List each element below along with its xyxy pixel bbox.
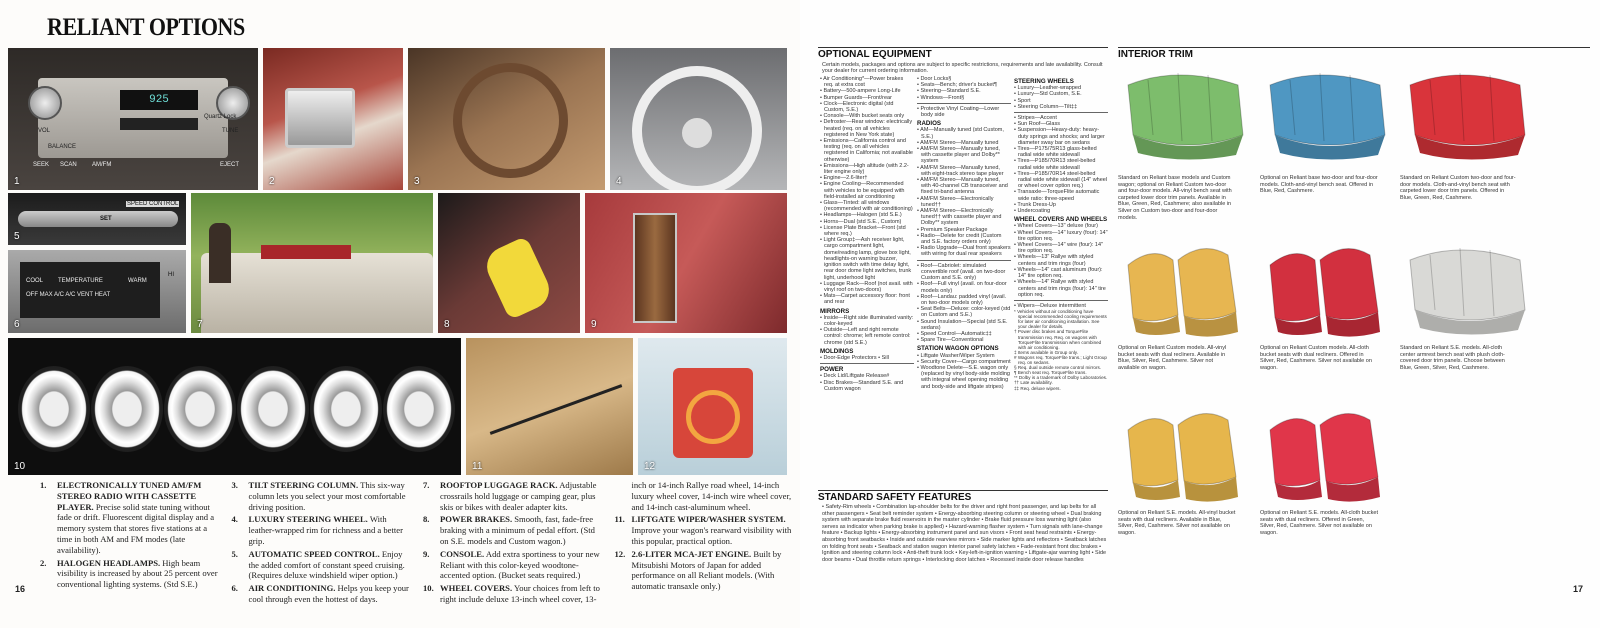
safety-heading: STANDARD SAFETY FEATURES bbox=[818, 490, 1108, 503]
equipment-item: • Stripes—Accent bbox=[1014, 115, 1057, 122]
photo-number: 6 bbox=[14, 319, 20, 330]
equipment-item: • Roof—Cabriolet: simulated convertible roof (avail. on two-door Custom and S.E. only) bbox=[917, 262, 1006, 282]
bench-seat-image bbox=[1260, 65, 1390, 165]
equipment-item: • Sound Insulation—Special (std S.E. sedans) bbox=[917, 318, 1008, 331]
photo-text: EJECT bbox=[220, 162, 240, 168]
equipment-item: • AM/FM Stereo—Manually tuned, with cassette player and Dolby** system bbox=[917, 146, 1000, 165]
divider bbox=[1014, 300, 1108, 301]
equipment-subheading: STATION WAGON OPTIONS bbox=[917, 345, 999, 353]
equipment-item: • Wheel Covers—13" deluxe (four) bbox=[1014, 223, 1098, 230]
caption-title: ELECTRONICALLY TUNED AM/FM STEREO RADIO WITH CASSETTE PLAYER. bbox=[57, 480, 202, 512]
equipment-item: • Mats—Carpet accessory floor: front and rear bbox=[820, 293, 910, 306]
equipment-item: • Suspension—Heavy-duty: heavy-duty springs and shocks; and larger diameter sway bar on sedans bbox=[1014, 127, 1105, 146]
caption-body: With leather-wrapped rim for richness and a better grip. bbox=[248, 514, 403, 546]
caption-body: High beam visibility is increased by about 25 percent over conventional lighting systems. (Std S.E.) bbox=[57, 557, 218, 590]
caption-number: 1. bbox=[40, 480, 47, 490]
trim-caption: Optional on Reliant S.E. models. All-cloth bucket seats with dual recliners. Offered in Green, Silver, Red, Cashmere. Silver not available on wagon. bbox=[1260, 510, 1379, 536]
equipment-subheading: POWER bbox=[820, 366, 844, 374]
photo-text: WARM bbox=[128, 278, 147, 284]
equipment-item: • Woodtone Delete—S.E. wagon only (replaced by vinyl body-side molding with integral wheel opening molding and body-side and liftgate stripes) bbox=[917, 364, 1010, 390]
caption-body: Add extra sportiness to your new Reliant with this color-keyed woodtone-accented option. (Bucket seats required.) bbox=[440, 548, 600, 581]
equipment-item: • Radio—Delete for credit (Custom and S.E. factory orders only) bbox=[917, 232, 1002, 246]
equipment-item: • Windows—Front§ bbox=[917, 94, 965, 101]
caption-title: TILT STEERING COLUMN. bbox=[248, 480, 359, 490]
equipment-item: • Roof—Full vinyl (avail. on four-door models only) bbox=[917, 281, 1007, 294]
equipment-item: • Clock—Electronic digital (std Custom, S.E.) bbox=[820, 100, 894, 114]
equipment-item: • Security Cover—Cargo compartment bbox=[917, 358, 1011, 365]
photo-text: COOL bbox=[26, 278, 44, 284]
footnote: ‡ Items available in Group only. bbox=[1014, 349, 1079, 355]
equipment-item: • Tires—P185/70R13 steel-belted radial wide white sidewall bbox=[1014, 158, 1096, 171]
footnote: ‡‡ Req. deluxe wipers. bbox=[1014, 385, 1061, 391]
equipment-item: • Light Group‡—Ash receiver light, cargo compartment light, dome/reading lamp, glove box light, headlights-on warning buzzer, ignition switch with time delay light, rear door dome light switches, trunk light, underhood light bbox=[820, 237, 912, 281]
equipment-item: • Roof—Landau: padded vinyl (avail. on two-door models only) bbox=[917, 293, 1007, 306]
safety-features-text: • Safety-Rim wheels • Combination lap-shoulder belts for the driver and right front passenger, and lap belts for all other passengers • Seat belt reminder system • Energy-absorbing steering column or steering wheel • Dual braking system with separate brake fluid reservoirs in the master cylinder • Brake fluid pressure loss warning light (also serves as indicator when parking brake is applied) • Hazard-warning flasher system • Turn signals with lane-change feature • Backup lights • Energy-absorbing instrument panel and sun visors • Front seat head restraints • Energy-absorbing front seatbacks • Inside and outside rearview mirrors • Side marker lights and reflectors • Seatback latches on folding front seats • Seatback and station wagon interior panel safety latches • Fade-resistant front disc brakes • Ignition and steering column lock • Anti-theft trunk lock • Key-left-in-ignition warning • Liftgate-ajar warning light • Side door beams • Dual throttle return springs • Interlocking door latches • Recessed inside door release handles bbox=[822, 504, 1107, 563]
caption-item bbox=[615, 549, 797, 592]
photo-luxury-steering-wheel bbox=[610, 48, 787, 190]
equipment-item: • Luxury—Std Custom, S.E. bbox=[1014, 91, 1082, 98]
photo-number: 8 bbox=[444, 319, 450, 330]
equipment-item: • Wheel Covers—14" wire (four): 14" tire option req. bbox=[1014, 242, 1103, 255]
equipment-item: • Seat Belts—Deluxe: color-keyed (std on Custom and S.E.) bbox=[917, 306, 1011, 319]
photo-number: 4 bbox=[616, 176, 622, 187]
footnote: † Power disc brakes and TorqueFlite transmission req. Req. on wagons with TorqueFlite transmission when combined with air conditioning. bbox=[1014, 329, 1102, 350]
equipment-item: • Wheels—14" cast aluminum (four): 14" tire option req. bbox=[1014, 266, 1103, 280]
photo-liftgate-wiper bbox=[466, 338, 633, 475]
equipment-column bbox=[1014, 76, 1108, 391]
trim-caption: Standard on Reliant S.E. models. All-cloth center armrest bench seat with plush cloth-covered door trim panels. Choose between Blue, Green, Silver, Red, Cashmere. bbox=[1400, 345, 1505, 371]
equipment-column bbox=[820, 76, 914, 392]
equipment-item: • Steering Column—Tilt‡‡ bbox=[1014, 103, 1078, 110]
caption-number: 10. bbox=[423, 583, 434, 594]
caption-title: 2.6-LITER MCA-JET ENGINE. bbox=[631, 548, 752, 559]
equipment-item: • Steering—Standard S.E. bbox=[917, 88, 981, 95]
trim-caption: Optional on Reliant S.E. models. All-vinyl bucket seats with dual recliners. Available in Blue, Silver, Red, Cashmere. Silver not available on wagon. bbox=[1118, 510, 1236, 536]
equipment-item: • Defroster—Rear window: electrically heated (req. on all vehicles registered in New York state) bbox=[820, 119, 913, 138]
equipment-item: • Emissions—High altitude (with 2.2-liter engine only) bbox=[820, 162, 909, 176]
equipment-item: • Outside—Left and right remote control: chrome; left remote control: chrome (std S.E.) bbox=[820, 327, 911, 346]
caption-body: Adjustable crossrails hold luggage or camping gear, plus skis or bikes with dealer adapter kits. bbox=[440, 480, 597, 512]
page-number: 17 bbox=[1573, 584, 1584, 594]
caption-title: CONSOLE. bbox=[440, 548, 485, 559]
equipment-item: • Undercoating bbox=[1014, 208, 1051, 215]
photo-luggage-rack bbox=[191, 193, 433, 333]
caption-body: Precise solid state tuning without fade or drift. Fluorescent digital display and a memory system that stores five stations at a time in both AM and FM modes (late availability). bbox=[57, 501, 215, 555]
footnote: § Req. dual outside remote control mirrors. bbox=[1014, 365, 1102, 371]
equipment-subheading: STEERING WHEELS bbox=[1014, 78, 1074, 85]
equipment-item: • Battery—500-ampere Long-Life bbox=[820, 88, 901, 95]
photo-console bbox=[585, 193, 787, 333]
caption-item bbox=[423, 514, 605, 546]
photo-headlamp bbox=[263, 48, 403, 190]
optional-equipment-heading: OPTIONAL EQUIPMENT bbox=[818, 47, 1108, 60]
equipment-item: • Liftgate Washer/Wiper System bbox=[917, 352, 995, 359]
equipment-item: • Door-Edge Protectors • Sill bbox=[820, 354, 889, 361]
equipment-subheading: RADIOS bbox=[917, 120, 942, 128]
equipment-item: • Console—With bucket seats only bbox=[820, 113, 905, 120]
photo-text: BALANCE bbox=[48, 144, 77, 150]
photo-tilt-steering bbox=[408, 48, 605, 190]
wheel-cover bbox=[164, 366, 236, 452]
photo-number: 7 bbox=[197, 319, 203, 330]
caption-body: Your choices from left to right include deluxe 13-inch wheel cover, 13-inch or 14-inch Rallye road wheel, 14-inch luxury wheel cover, 14-inch wire wheel cover, and 14-inch cast-aluminum wheel. bbox=[440, 480, 792, 604]
bench-seat-image bbox=[1118, 65, 1248, 165]
optional-equipment-intro: Certain models, packages and options are subject to specific restrictions, requirements and late availability. Consult your dealer for current ordering information. bbox=[822, 62, 1103, 75]
volume-knob bbox=[28, 86, 62, 120]
equipment-item: • Spare Tire—Conventional bbox=[917, 337, 984, 344]
wheel-cover bbox=[383, 366, 455, 452]
divider bbox=[1014, 112, 1108, 113]
photo-text: AM/FM bbox=[92, 162, 112, 168]
photo-text: HI bbox=[168, 272, 174, 278]
caption-body: Improve your wagon's rearward visibility with this popular, practical option. bbox=[631, 525, 792, 546]
caption-number: 2. bbox=[40, 557, 47, 568]
footnote: ** Dolby is a trademark of Dolby Laboratories. bbox=[1014, 375, 1108, 381]
equipment-item: • Wheels—14" Rallye with styled centers and trim rings (four): 14" tire option req. bbox=[1014, 279, 1106, 298]
equipment-item: • Luxury—Leather-wrapped bbox=[1014, 85, 1082, 92]
equipment-item: • Air Conditioning*—Power brakes req. at extra cost bbox=[820, 76, 904, 89]
photo-number: 3 bbox=[414, 176, 420, 187]
caption-item bbox=[232, 480, 414, 512]
equipment-item: • Inside—Right side illuminated vanity: color-keyed bbox=[820, 314, 914, 327]
equipment-item: • Glass—Tinted: all windows (recommended with air conditioning) bbox=[820, 200, 913, 213]
bucket-seats-image bbox=[1118, 405, 1248, 505]
bench-seat-image bbox=[1400, 65, 1530, 165]
bucket-seats-image bbox=[1260, 405, 1390, 505]
photo-radio bbox=[8, 48, 258, 190]
trim-caption: Standard on Reliant Custom two-door and four-door models. Cloth-and-vinyl bench seat with carpeted lower door trim panels. Offered in Blue, Green, Red, Cashmere. bbox=[1400, 175, 1516, 201]
wheel-cover bbox=[237, 366, 309, 452]
footnote: †† Late availability. bbox=[1014, 380, 1053, 386]
caption-number: 8. bbox=[423, 514, 430, 525]
caption-item bbox=[423, 549, 605, 581]
equipment-item: • Wheels—13" Rallye with styled centers and trim rings (four) bbox=[1014, 254, 1094, 267]
footnote: # Wagons req. TorqueFlite trans.; Light Group req. on sedans. bbox=[1014, 354, 1107, 366]
equipment-item: • AM—Manually tuned (std Custom, S.E.) bbox=[917, 127, 1004, 140]
equipment-item: • AM/FM Stereo—Manually tuned bbox=[917, 139, 999, 146]
equipment-item: • Speed Control—Automatic‡‡ bbox=[917, 330, 992, 337]
photo-text: TEMPERATURE bbox=[58, 278, 103, 284]
page-number: 16 bbox=[15, 584, 26, 594]
photo-wheel-covers bbox=[8, 338, 461, 475]
caption-number: 3. bbox=[231, 480, 238, 490]
photo-number: 11 bbox=[472, 461, 483, 472]
caption-number: 7. bbox=[423, 480, 430, 490]
equipment-item: • Bumper Guards—Front/rear bbox=[820, 94, 892, 101]
photo-engine bbox=[638, 338, 787, 475]
photo-text: OFF MAX A/C A/C VENT HEAT bbox=[26, 292, 111, 298]
photo-speed-control bbox=[8, 193, 186, 245]
divider bbox=[820, 363, 914, 364]
optional-equipment-list bbox=[820, 76, 1108, 486]
caption-title: WHEEL COVERS. bbox=[440, 583, 513, 594]
caption-body: Smooth, fast, fade-free braking with a minimum of pedal effort. (Std on S.E. models and Custom wagon.) bbox=[440, 514, 595, 546]
equipment-item: • Engine—2.6-liter† bbox=[820, 175, 868, 182]
interior-trim-heading: INTERIOR TRIM bbox=[1118, 47, 1590, 60]
equipment-column bbox=[917, 76, 1011, 390]
bucket-seats-image bbox=[1260, 240, 1390, 340]
radio-display: 925 bbox=[120, 90, 198, 110]
equipment-item: • Engine Cooling—Recommended with vehicles to be equipped with field-installed air conditioning bbox=[820, 181, 905, 200]
caption-number: 11. bbox=[614, 514, 625, 525]
photo-text: SPEED CONTROL bbox=[127, 201, 179, 207]
trim-caption: Optional on Reliant Custom models. All-vinyl bucket seats with dual recliners. Available in Blue, Silver, Red, Cashmere. Silver not available on wagon. bbox=[1118, 345, 1227, 371]
footnote: * Vehicles without air conditioning have special recommended cooling requirements for later air conditioning installation. See your dealer for details. bbox=[1014, 309, 1107, 330]
equipment-item: • AM/FM Stereo—Manually tuned, with eight-track stereo tape player bbox=[917, 164, 1004, 177]
equipment-subheading: WHEEL COVERS AND WHEELS bbox=[1014, 216, 1108, 224]
caption-body: Built by Mitsubishi Motors of Japan for added performance on all Reliant models. (With automatic transaxle only.) bbox=[631, 548, 782, 592]
photo-number: 12 bbox=[644, 461, 656, 472]
equipment-item: • Wipers—Deluxe intermittent bbox=[1014, 302, 1086, 309]
wheel-cover bbox=[310, 366, 382, 452]
photo-text: SET bbox=[100, 216, 112, 222]
caption-item bbox=[232, 514, 414, 546]
equipment-item: • AM/FM Stereo—Manually tuned, with 40-channel CB transceiver and fixed tri-band antenna bbox=[917, 177, 1008, 196]
divider bbox=[917, 260, 1011, 261]
equipment-item: • AM/FM Stereo—Electronically tuned†† bbox=[917, 195, 994, 208]
equipment-item: • Transaxle—TorqueFlite automatic wide ratio: three-speed bbox=[1014, 189, 1100, 202]
photo-text: VOL bbox=[38, 128, 51, 134]
equipment-item: • Headlamps—Halogen (std S.E.) bbox=[820, 212, 902, 219]
equipment-item: • Tires—P175/75R13 glass-belted radial wide white sidewall bbox=[1014, 146, 1097, 159]
equipment-item: • Emissions—California control and testing (req. on all vehicles registered in California; not available otherwise) bbox=[820, 138, 913, 163]
trim-caption: Optional on Reliant base two-door and four-door models. Cloth-and-vinyl bench seat. Offered in Blue, Red, Cashmere. bbox=[1260, 175, 1378, 195]
equipment-item: • Luggage Rack—Roof (not avail. with vinyl roof on two-doors) bbox=[820, 280, 913, 293]
equipment-item: • Radio Upgrade—Dual front speakers with wiring for dual rear speakers bbox=[917, 245, 1011, 258]
photo-number: 9 bbox=[591, 319, 597, 330]
caption-item bbox=[615, 514, 797, 546]
bench-seat-image bbox=[1400, 240, 1530, 340]
photo-power-brakes bbox=[438, 193, 580, 333]
page-title: RELIANT OPTIONS bbox=[47, 14, 245, 41]
trim-caption: Standard on Reliant base models and Custom wagon; optional on Reliant Custom two-door and four-door models. All-vinyl bench seat with carpeted lower door trim panels. Available in Blue, Green, Red, Cashmere; also available in Silver on Custom two-door and four-door models. bbox=[1118, 175, 1232, 221]
caption-title: AIR CONDITIONING. bbox=[248, 583, 336, 594]
photo-number: 1 bbox=[14, 176, 20, 187]
equipment-subheading: MOLDINGS bbox=[820, 347, 854, 355]
photo-text: SEEK bbox=[33, 162, 50, 168]
caption-body: This six-way column lets you select your most comfortable driving position. bbox=[248, 480, 406, 512]
equipment-item: • Door Locks§ bbox=[917, 76, 952, 82]
photo-number: 2 bbox=[269, 176, 275, 187]
caption-item bbox=[40, 558, 222, 590]
equipment-item: • Sport bbox=[1014, 97, 1031, 104]
photo-text: TUNE bbox=[222, 128, 239, 134]
caption-item bbox=[40, 480, 222, 556]
caption-body: Enjoy the added comfort of constant speed cruising. (Requires deluxe windshield wiper option.) bbox=[248, 548, 405, 581]
photo-number: 10 bbox=[14, 461, 26, 472]
equipment-item: • Trunk Dress-Up bbox=[1014, 201, 1056, 208]
wheel-cover bbox=[91, 366, 163, 452]
caption-number: 9. bbox=[423, 548, 430, 559]
caption-number: 4. bbox=[231, 514, 238, 525]
caption-number: 12. bbox=[614, 548, 626, 559]
bucket-seats-image bbox=[1118, 240, 1248, 340]
photo-text: Quartz Lock bbox=[204, 114, 237, 120]
caption-number: 5. bbox=[231, 548, 238, 559]
equipment-subheading: MIRRORS bbox=[820, 307, 850, 315]
caption-body: Helps you keep your cool through even the hottest of days. bbox=[248, 583, 409, 604]
equipment-item: • AM/FM Stereo—Electronically tuned†† with cassette player and Dolby** system bbox=[917, 208, 1002, 227]
photo-air-conditioning bbox=[8, 250, 186, 333]
equipment-item: • Sun Roof—Glass bbox=[1014, 121, 1060, 128]
equipment-item: • Premium Speaker Package bbox=[917, 226, 988, 233]
divider bbox=[917, 103, 1011, 104]
equipment-item: • License Plate Bracket—Front (std where req.) bbox=[820, 224, 906, 238]
equipment-item: • Deck Lid/Liftgate Release# bbox=[820, 373, 890, 380]
caption-title: LIFTGATE WIPER/WASHER SYSTEM. bbox=[631, 514, 786, 525]
caption-title: ROOFTOP LUGGAGE RACK. bbox=[440, 480, 558, 490]
equipment-item: • Tires—P185/70R14 steel-belted radial wide white sidewall (14" wheel or wheel cover option req.) bbox=[1014, 170, 1108, 190]
caption-title: AUTOMATIC SPEED CONTROL. bbox=[248, 548, 380, 559]
trim-caption: Optional on Reliant Custom models. All-cloth bucket seats with dual recliners. Offered in Silver, Red, Cashmere. Silver not available on wagon. bbox=[1260, 345, 1372, 371]
equipment-item: • Seats—Bench; driver's bucket¶ bbox=[917, 82, 997, 89]
equipment-item: • Wheel Covers—14" luxury (four): 14" tire option req. bbox=[1014, 229, 1108, 242]
photo-number: 5 bbox=[14, 231, 20, 242]
photo-text: SCAN bbox=[60, 162, 77, 168]
caption-item bbox=[423, 480, 605, 512]
caption-title: POWER BRAKES. bbox=[440, 514, 513, 525]
equipment-item: • Horns—Dual (std S.E., Custom) bbox=[820, 218, 902, 225]
caption-item bbox=[232, 583, 414, 605]
caption-number: 6. bbox=[231, 583, 238, 594]
caption-title: HALOGEN HEADLAMPS. bbox=[57, 557, 161, 568]
equipment-item: • Protective Vinyl Coating—Lower body side bbox=[917, 105, 1000, 119]
wheel-cover bbox=[18, 366, 90, 452]
footnote: ¶ Bench seat req. TorqueFlite trans. bbox=[1014, 370, 1087, 376]
equipment-item: • Disc Brakes—Standard S.E. and Custom wagon bbox=[820, 379, 904, 392]
option-captions bbox=[40, 480, 796, 624]
caption-title: LUXURY STEERING WHEEL. bbox=[248, 514, 368, 525]
caption-item bbox=[232, 549, 414, 581]
